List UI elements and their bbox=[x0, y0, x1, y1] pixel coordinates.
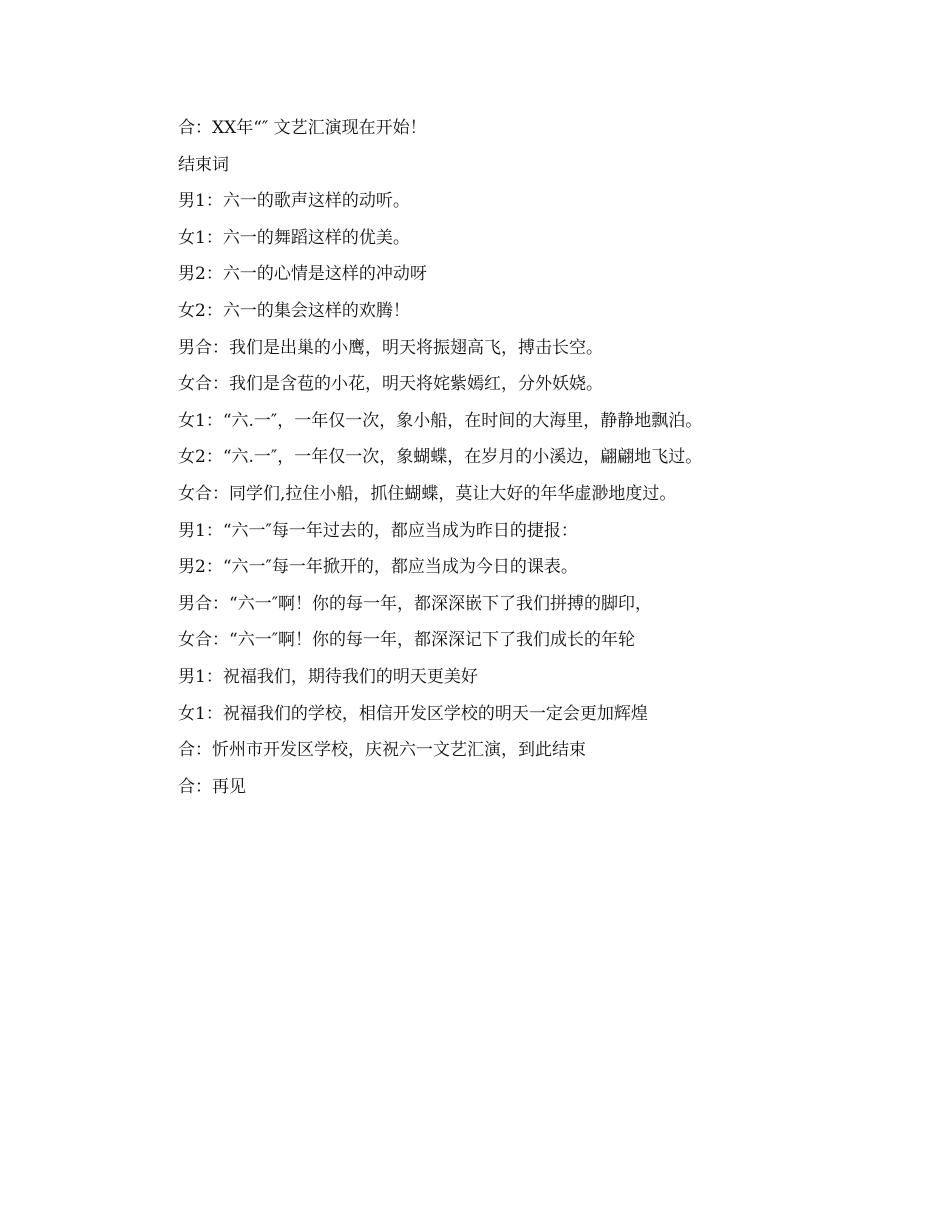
text-line: 合：再见 bbox=[178, 776, 246, 797]
text-line: 结束词 bbox=[178, 154, 229, 175]
text-line: 女1：六一的舞蹈这样的优美。 bbox=[178, 227, 410, 248]
text-line: 女1：“六.一″，一年仅一次，象小船，在时间的大海里，静静地飘泊。 bbox=[178, 410, 703, 431]
text-line: 男2：“六一″每一年掀开的，都应当成为今日的课表。 bbox=[178, 557, 578, 578]
text-line: 男1：六一的歌声这样的动听。 bbox=[178, 191, 410, 212]
document-body bbox=[178, 118, 898, 813]
text-line: 男2：六一的心情是这样的冲动呀 bbox=[178, 264, 427, 285]
text-line: 女合：“六一″啊！你的每一年，都深深记下了我们成长的年轮 bbox=[178, 630, 636, 651]
text-line: 男1：祝福我们，期待我们的明天更美好 bbox=[178, 666, 478, 687]
text-line: 合：XX年“″ 文艺汇演现在开始！ bbox=[178, 118, 427, 138]
text-line: 合：忻州市开发区学校，庆祝六一文艺汇演，到此结束 bbox=[178, 740, 586, 761]
text-line: 女2：六一的集会这样的欢腾！ bbox=[178, 300, 410, 321]
text-line: 女1：祝福我们的学校，相信开发区学校的明天一定会更加辉煌 bbox=[178, 703, 648, 724]
text-line: 女合：同学们,拉住小船，抓住蝴蝶，莫让大好的年华虚渺地度过。 bbox=[178, 483, 677, 504]
text-line: 女2：“六.一″，一年仅一次，象蝴蝶，在岁月的小溪边，翩翩地飞过。 bbox=[178, 447, 703, 468]
text-line: 男1：“六一″每一年过去的，都应当成为昨日的捷报： bbox=[178, 520, 578, 541]
text-line: 男合：我们是出巢的小鹰，明天将振翅高飞，搏击长空。 bbox=[178, 337, 603, 358]
text-line: 男合：“六一″啊！你的每一年，都深深嵌下了我们拼搏的脚印， bbox=[178, 593, 653, 614]
text-line: 女合：我们是含苞的小花，明天将姹紫嫣红，分外妖娆。 bbox=[178, 374, 603, 395]
